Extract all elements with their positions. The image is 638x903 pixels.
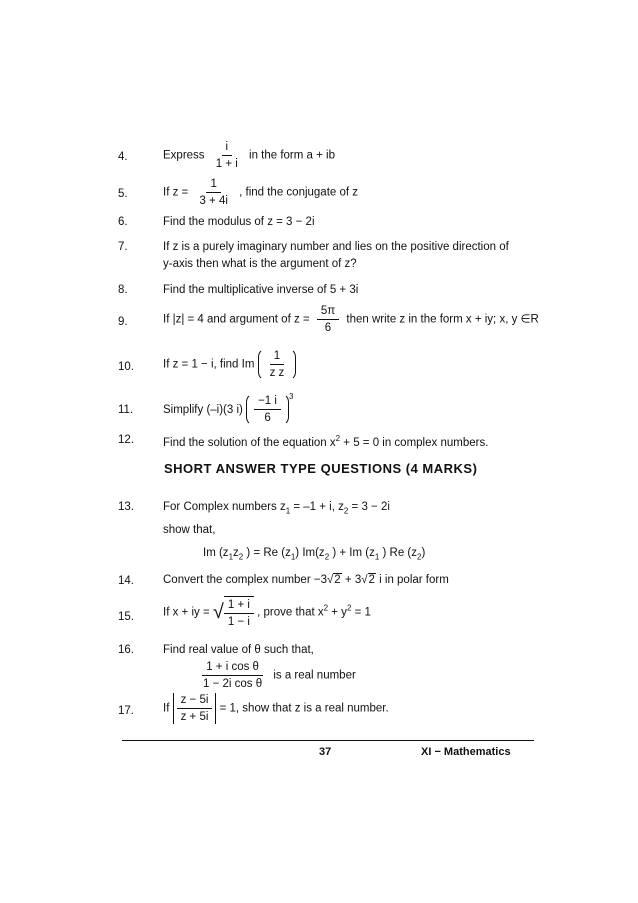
question-number-10: 10. — [118, 361, 134, 373]
q11-numerator: −1 i — [254, 394, 281, 410]
question-4 — [163, 140, 335, 171]
q12-prefix: Find the solution of the equation x — [163, 436, 336, 449]
q13-eq-a: Im (z — [203, 547, 229, 559]
q13-eq-sub-3: 1 — [290, 552, 296, 562]
q13-sub-1: 1 — [285, 506, 291, 516]
question-number-8: 8. — [118, 284, 128, 296]
q5-suffix: , find the conjugate of z — [239, 186, 359, 199]
footer-rule — [122, 740, 534, 741]
q11-prefix: Simplify (–i)(3 i) — [163, 404, 243, 416]
q13-text-b: = –1 + i, z — [293, 501, 344, 513]
question-14 — [163, 573, 449, 586]
q17-prefix: If — [163, 702, 170, 715]
q15-radical-sign: √ — [212, 601, 224, 623]
q13-eq-sub-6: 2 — [417, 552, 422, 562]
q13-eq-sub-4: 2 — [324, 552, 330, 562]
question-12 — [163, 434, 488, 449]
q5-fraction — [195, 177, 231, 208]
q15-text-a: , prove that x — [257, 606, 324, 619]
q10-denominator: z z — [269, 367, 285, 379]
q14-coefficient-b: + 3 — [344, 574, 362, 586]
q4-fraction — [212, 140, 242, 171]
q13-eq-g: ) — [421, 547, 426, 559]
q15-sup-1: 2 — [323, 603, 329, 613]
question-number-13: 13. — [118, 501, 134, 513]
q11-parenthesis — [246, 393, 289, 426]
q12-superscript: 2 — [335, 434, 341, 443]
question-7-line-2: y-axis then what is the argument of z? — [163, 258, 357, 270]
question-16-line-1: Find real value of θ such that, — [163, 644, 314, 656]
q10-parenthesis — [258, 348, 297, 381]
q9-fraction — [317, 304, 339, 335]
q15-text-b: + y — [331, 606, 347, 619]
q15-sup-2: 2 — [346, 603, 352, 613]
question-number-14: 14. — [118, 575, 134, 587]
q10-numerator: 1 — [270, 349, 284, 365]
q13-eq-sub-5: 1 — [374, 552, 380, 562]
q5-prefix: If z = — [163, 186, 189, 199]
question-11 — [163, 392, 293, 426]
q17-absolute-value — [173, 693, 217, 724]
q11-denominator: 6 — [264, 412, 271, 425]
q4-prefix: Express — [163, 149, 205, 162]
q14-suffix: i in polar form — [379, 574, 449, 586]
question-number-9: 9. — [118, 316, 128, 328]
q12-suffix: + 5 = 0 in complex numbers. — [343, 436, 489, 449]
q9-prefix: If |z| = 4 and argument of z = — [163, 313, 310, 326]
question-number-17: 17. — [118, 705, 134, 717]
q15-numerator: 1 + i — [224, 598, 254, 614]
q11-exponent: 3 — [288, 392, 294, 401]
question-5 — [163, 177, 358, 208]
q9-numerator: 5π — [317, 304, 339, 320]
q13-text-a: For Complex numbers z — [163, 501, 286, 513]
q5-numerator: 1 — [206, 177, 220, 193]
question-9 — [163, 304, 539, 335]
q15-denominator: 1 − i — [227, 616, 250, 628]
question-number-16: 16. — [118, 644, 134, 656]
q13-eq-e: ) + Im (z — [332, 547, 375, 559]
question-number-12: 12. — [118, 434, 134, 446]
question-6: Find the modulus of z = 3 − 2i — [163, 216, 315, 228]
question-13-equation — [203, 547, 425, 561]
q15-sqrt — [213, 596, 254, 629]
q16-denominator: 1 − 2i cos θ — [203, 678, 263, 690]
question-15 — [163, 596, 371, 629]
q13-eq-c: ) = Re (z — [246, 547, 291, 559]
question-number-4: 4. — [118, 151, 128, 163]
question-number-11: 11. — [118, 404, 134, 416]
question-number-7: 7. — [118, 241, 128, 253]
q13-text-c: = 3 − 2i — [351, 501, 390, 513]
q4-suffix: in the form a + ib — [249, 149, 335, 162]
q13-eq-sub-2: 2 — [238, 552, 244, 562]
q15-sqrt-body — [224, 596, 254, 629]
q4-numerator: i — [222, 140, 233, 156]
q9-denominator: 6 — [324, 322, 332, 334]
question-17 — [163, 693, 389, 724]
q17-denominator: z + 5i — [180, 711, 209, 723]
question-number-15: 15. — [118, 611, 134, 623]
q15-text-c: = 1 — [354, 606, 371, 619]
question-16-expression — [195, 660, 356, 691]
q9-suffix: then write z in the form x + iy; x, y ∈R — [346, 313, 539, 326]
q13-eq-f: ) Re (z — [382, 547, 417, 559]
question-7-line-1: If z is a purely imaginary number and lies on the positive direction of — [163, 241, 509, 253]
question-10 — [163, 348, 296, 381]
q16-fraction — [199, 660, 266, 691]
q17-numerator: z − 5i — [177, 693, 213, 709]
question-number-5: 5. — [118, 188, 128, 200]
section-heading: SHORT ANSWER TYPE QUESTIONS (4 MARKS) — [164, 461, 478, 476]
q15-fraction — [224, 598, 254, 629]
q14-radicand-1: 2 — [334, 574, 341, 586]
q15-prefix: If x + iy = — [163, 606, 210, 619]
q13-sub-2: 2 — [343, 506, 349, 516]
q4-denominator: 1 + i — [215, 158, 238, 170]
page-number: 37 — [319, 746, 332, 758]
q14-sqrt-1: √2 — [326, 574, 341, 586]
q14-sqrt-2: √2 — [361, 574, 375, 586]
q10-fraction — [266, 349, 289, 380]
footer-subject: XI − Mathematics — [421, 746, 511, 758]
q13-eq-sub-1: 1 — [228, 552, 234, 562]
question-13-line-2: show that, — [163, 524, 216, 536]
q5-denominator: 3 + 4i — [199, 195, 228, 207]
q17-fraction — [177, 693, 213, 724]
q14-coefficient-a: −3 — [313, 574, 327, 586]
question-13-line-1 — [163, 501, 390, 515]
q16-suffix: is a real number — [273, 669, 356, 682]
q16-numerator: 1 + i cos θ — [202, 660, 263, 676]
q11-fraction — [254, 394, 281, 425]
q13-eq-d: ) Im(z — [295, 547, 325, 559]
question-8: Find the multiplicative inverse of 5 + 3i — [163, 284, 359, 296]
q17-suffix: = 1, show that z is a real number. — [219, 702, 389, 715]
question-number-6: 6. — [118, 216, 128, 228]
q10-prefix: If z = 1 − i, find Im — [163, 358, 255, 371]
q14-radicand-2: 2 — [368, 574, 375, 586]
q14-prefix: Convert the complex number — [163, 574, 311, 586]
q13-eq-b: z — [233, 547, 239, 559]
